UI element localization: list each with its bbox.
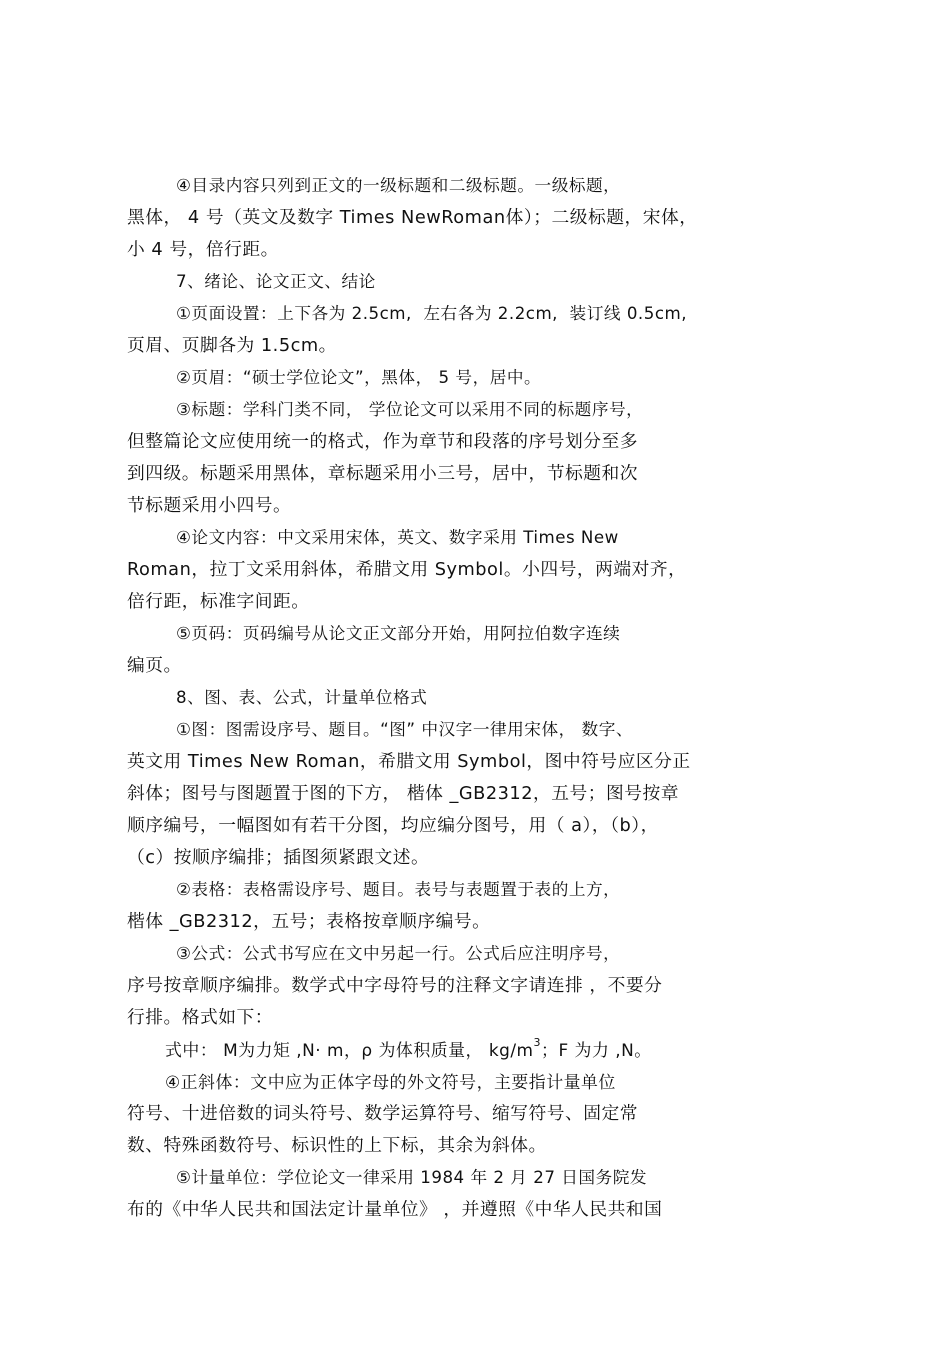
text-line: 楷体 _GB2312，五号；表格按章顺序编号。 bbox=[127, 912, 491, 932]
text-line: （c）按顺序编排；插图须紧跟文述。 bbox=[127, 848, 430, 868]
section-heading: 8、图、表、公式，计量单位格式 bbox=[176, 688, 428, 707]
formula-note-line bbox=[0, 1034, 950, 1066]
text-line: 到四级。标题采用黑体，章标题采用小三号，居中，节标题和次 bbox=[127, 464, 639, 484]
text-line: 行排。格式如下： bbox=[127, 1008, 274, 1028]
text-line: ②表格：表格需设序号、题目。表号与表题置于表的上方， bbox=[176, 880, 621, 899]
text-line: 英文用 Times New Roman，希腊文用 Symbol，图中符号应区分正 bbox=[127, 752, 691, 772]
text-line: 倍行距，标准字间距。 bbox=[127, 592, 310, 612]
text-line: ②页眉：“硕士学位论文”，黑体， 5 号，居中。 bbox=[176, 368, 542, 387]
text-line: 页眉、页脚各为 1.5cm。 bbox=[127, 336, 337, 356]
section-heading: 7、绪论、论文正文、结论 bbox=[176, 272, 376, 291]
text-line: ③标题：学科门类不同， 学位论文可以采用不同的标题序号， bbox=[176, 400, 644, 419]
text-line: 数、特殊函数符号、标识性的上下标，其余为斜体。 bbox=[127, 1136, 547, 1156]
text-line: 节标题采用小四号。 bbox=[127, 496, 292, 516]
formula-note-text: 式中： M为力矩 ,N· m，ρ 为体积质量， kg/m bbox=[165, 1040, 534, 1060]
text-line: 编页。 bbox=[127, 656, 182, 676]
text-line: 符号、十进倍数的词头符号、数学运算符号、缩写符号、固定常 bbox=[127, 1104, 639, 1124]
text-line: ③公式：公式书写应在文中另起一行。公式后应注明序号， bbox=[176, 944, 621, 963]
text-line: 但整篇论文应使用统一的格式，作为章节和段落的序号划分至多 bbox=[127, 432, 639, 452]
text-line: ④目录内容只列到正文的一级标题和二级标题。一级标题， bbox=[176, 176, 621, 195]
formula-note-text-end: ；F 为力 ,N。 bbox=[541, 1040, 652, 1060]
text-line: ⑤计量单位：学位论文一律采用 1984 年 2 月 27 日国务院发 bbox=[176, 1168, 648, 1187]
superscript-exponent: 3 bbox=[533, 1036, 542, 1049]
text-line: ①图：图需设序号、题目。“图” 中汉字一律用宋体， 数字、 bbox=[176, 720, 634, 739]
text-line: 黑体， 4 号（英文及数字 Times NewRoman体）；二级标题，宋体， bbox=[127, 208, 698, 228]
text-line: ①页面设置：上下各为 2.5cm, 左右各为 2.2cm, 装订线 0.5cm, bbox=[176, 304, 687, 323]
text-line: ⑤页码：页码编号从论文正文部分开始，用阿拉伯数字连续 bbox=[176, 624, 621, 643]
text-line: ④正斜体：文中应为正体字母的外文符号，主要指计量单位 bbox=[165, 1072, 616, 1092]
text-line: 布的《中华人民共和国法定计量单位》 ，并遵照《中华人民共和国 bbox=[127, 1200, 663, 1220]
text-line: Roman，拉丁文采用斜体，希腊文用 Symbol。小四号，两端对齐， bbox=[127, 560, 687, 580]
text-line: 斜体；图号与图题置于图的下方， 楷体 _GB2312，五号；图号按章 bbox=[127, 784, 680, 804]
text-line: 小 4 号，倍行距。 bbox=[127, 240, 279, 260]
text-line: 顺序编号，一幅图如有若干分图，均应编分图号，用（ a），（b）， bbox=[127, 816, 659, 836]
text-line: ④论文内容：中文采用宋体，英文、数字采用 Times New bbox=[176, 528, 619, 547]
text-line: 序号按章顺序编排。数学式中字母符号的注释文字请连排 ，不要分 bbox=[127, 976, 663, 996]
